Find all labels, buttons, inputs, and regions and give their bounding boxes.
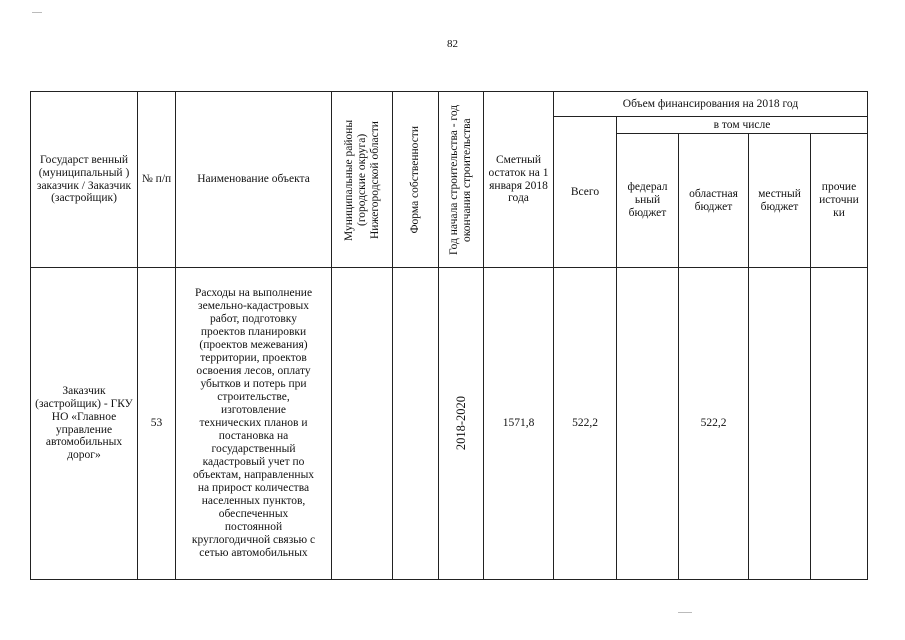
page-number: 82 <box>447 38 458 50</box>
description-line: работ, подготовку <box>210 313 297 326</box>
cell-number: 53 <box>138 268 176 580</box>
header-including: в том числе <box>617 117 868 134</box>
header-number: № п/п <box>138 92 176 268</box>
description-line: объектам, направленных <box>192 468 315 481</box>
description-line: сетью автомобильных <box>199 546 308 559</box>
description-line: проектов планировки <box>200 326 307 339</box>
description-line: земельно-кадастровых <box>198 300 309 313</box>
header-years: Год начала строительства - год окончания строительства <box>448 104 473 255</box>
description-line: круглогодичной связью с <box>191 533 316 546</box>
header-local: местный бюджет <box>749 134 811 268</box>
header-financing: Объем финансирования на 2018 год <box>554 92 868 117</box>
header-balance: Сметный остаток на 1 января 2018 года <box>484 92 554 268</box>
cell-years-cell <box>439 268 484 580</box>
cell-balance: 1571,8 <box>484 268 554 580</box>
cell-years: 2018-2020 <box>454 396 468 451</box>
description-line: освоения лесов, оплату <box>196 365 311 378</box>
header-regional: областная бюджет <box>679 134 749 268</box>
header-total: Всего <box>554 117 617 268</box>
description-line: Расходы на выполнение <box>194 287 313 300</box>
table-row <box>31 268 868 580</box>
header-districts-cell <box>332 92 393 268</box>
description-line: постановка на <box>218 429 289 442</box>
description-line: населенных пунктов, <box>201 494 306 507</box>
header-customer: Государст венный (муниципальный ) заказчик / Заказчик (застройщик) <box>31 92 138 268</box>
description-line: кадастровый учет по <box>202 455 305 468</box>
cell-customer: Заказчик (застройщик) - ГКУ НО «Главное управление автомобильных дорог» <box>31 268 138 580</box>
scan-speck <box>678 612 692 613</box>
header-federal: федерал ьный бюджет <box>617 134 679 268</box>
cell-regional: 522,2 <box>679 268 749 580</box>
cell-federal <box>617 268 679 580</box>
description-line: на прирост количества <box>197 481 310 494</box>
cell-local <box>749 268 811 580</box>
header-ownership-cell <box>393 92 439 268</box>
header-row-1 <box>31 92 868 117</box>
header-districts: Муниципальные районы (городские округа) Нижегородской области <box>342 118 381 241</box>
financing-table <box>30 91 868 580</box>
cell-other <box>811 268 868 580</box>
cell-districts <box>332 268 393 580</box>
cell-total: 522,2 <box>554 268 617 580</box>
description-line: государственный <box>211 442 296 455</box>
description-line: убытков и потерь при <box>200 378 307 391</box>
header-years-cell <box>439 92 484 268</box>
header-other: прочие источни ки <box>811 134 868 268</box>
description-line: изготовление <box>221 404 286 417</box>
description-line: строительстве, <box>217 391 290 404</box>
description-line: технических планов и <box>199 417 308 429</box>
header-object-name: Наименование объекта <box>176 92 332 268</box>
cell-description <box>176 268 332 580</box>
description-line: территории, проектов <box>200 352 307 365</box>
description-line: (проектов межевания) <box>199 339 308 352</box>
description-line: постоянной <box>224 520 283 533</box>
description-line: обеспеченных <box>218 507 289 520</box>
scan-speck <box>32 12 42 13</box>
cell-ownership <box>393 268 439 580</box>
header-ownership: Форма собственности <box>409 125 422 234</box>
